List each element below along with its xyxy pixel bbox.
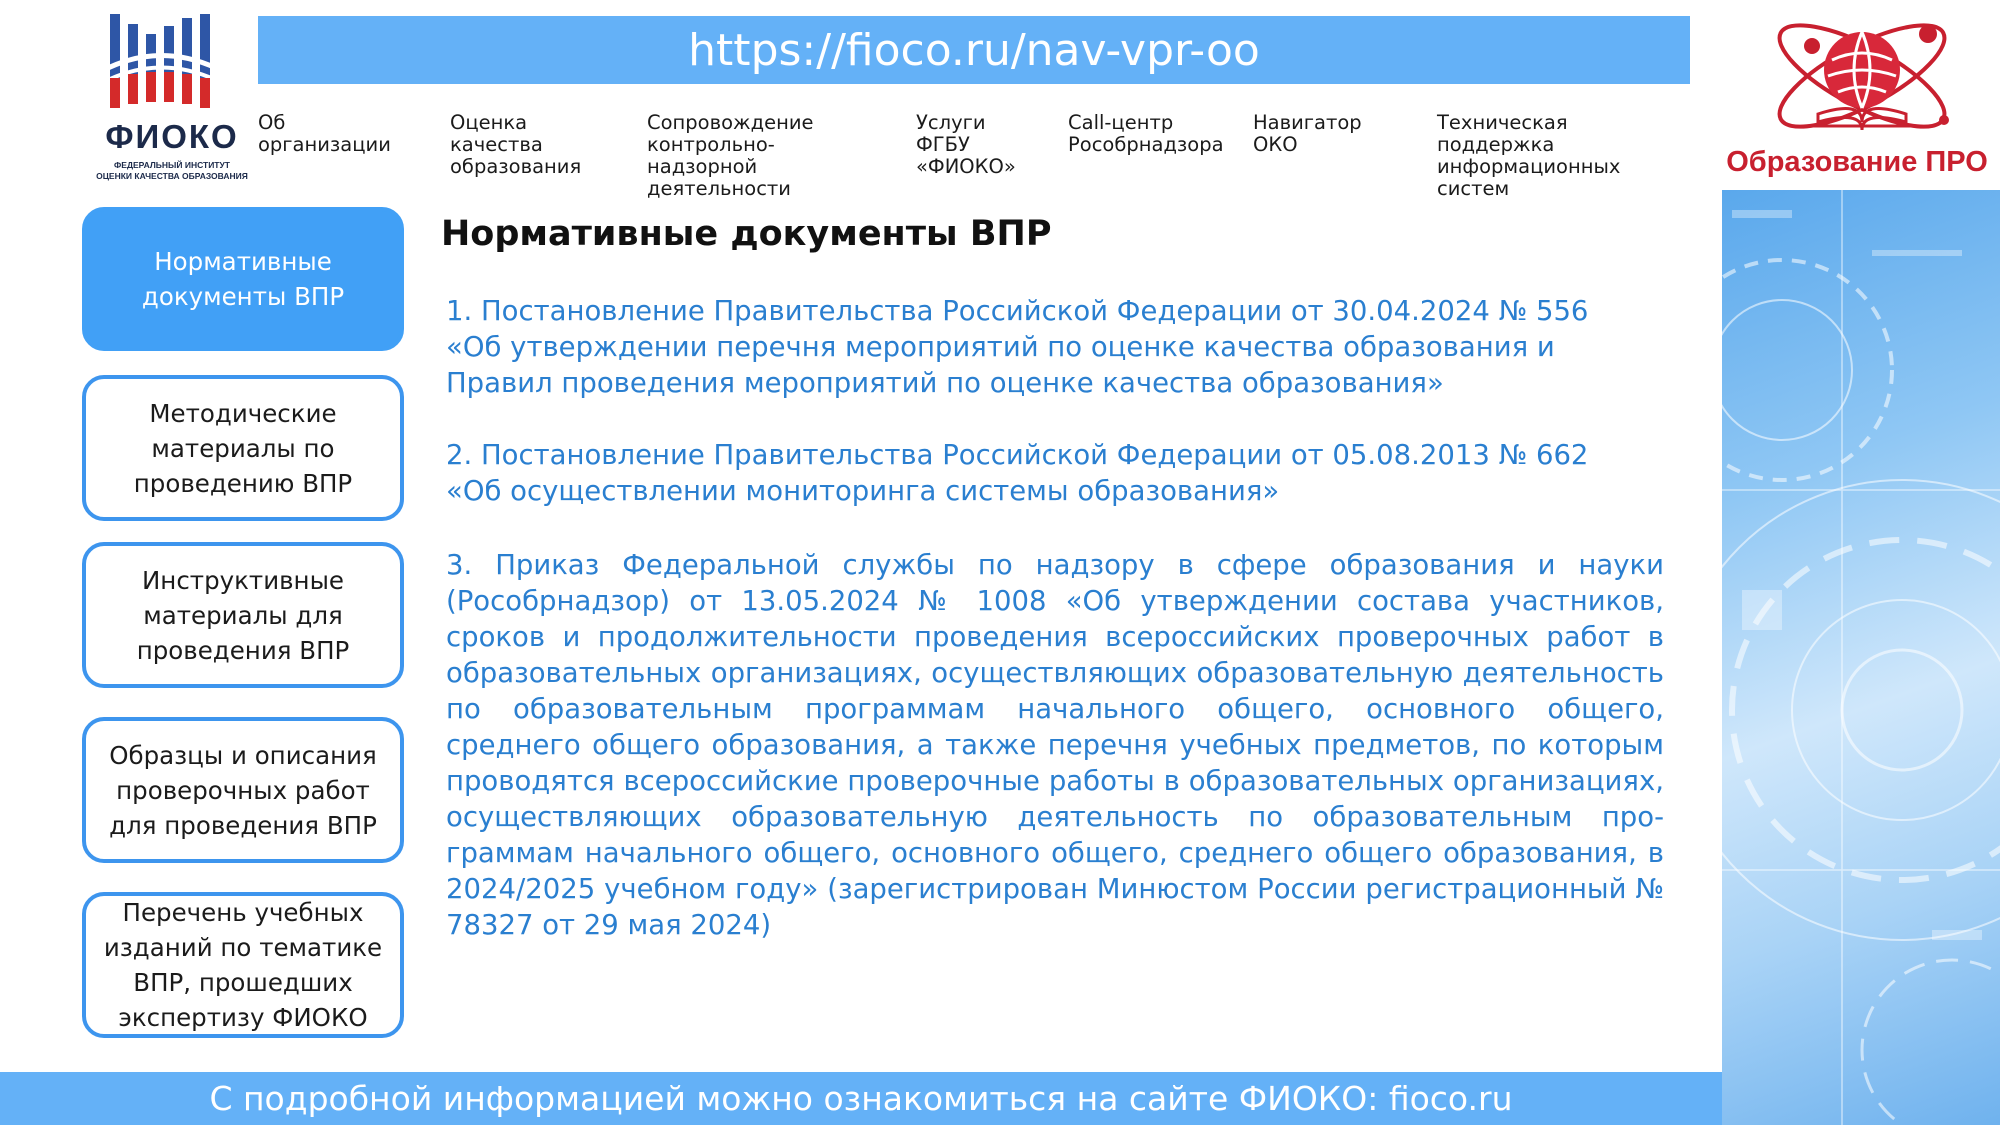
- nav-item-services[interactable]: Услуги ФГБУ «ФИОКО»: [916, 111, 1016, 178]
- nav-item-tech-support[interactable]: Техническая поддержка информационных систем: [1437, 111, 1621, 200]
- document-item-1[interactable]: [446, 293, 1664, 401]
- fioko-logo-name: ФИОКО: [105, 118, 239, 155]
- nav-item-call-center[interactable]: Call-центр Рособрнадзора: [1068, 111, 1224, 156]
- document-1-body: «Об утверждении перечня мероприятий по оценке качества образования и Правил проведения мероприятий по оценке качества образования»: [446, 331, 1555, 399]
- education-pro-caption: Образование ПРО: [1726, 146, 1988, 178]
- footer-text: С подробной информацией можно ознакомиться на сайте ФИОКО: fioco.ru: [209, 1079, 1513, 1118]
- fioko-emblem-icon: [104, 12, 224, 116]
- page-title: Нормативные документы ВПР: [441, 214, 1052, 254]
- education-pro-logo[interactable]: [1722, 10, 1992, 188]
- tech-pattern-icon: [1722, 190, 2000, 1125]
- fioko-logo[interactable]: [86, 12, 246, 184]
- decorative-panel: [1722, 190, 2000, 1125]
- document-2-heading: 2. Постановление Правительства Российской Федерации от 05.08.2013 № 662: [446, 439, 1589, 471]
- url-banner: [258, 16, 1690, 84]
- fioko-subtitle-line1: ФЕДЕРАЛЬНЫЙ ИНСТИТУТ: [114, 160, 230, 170]
- document-1-heading: 1. Постановление Правительства Российской Федерации от 30.04.2024 № 556: [446, 295, 1589, 327]
- nav-item-quality-assessment[interactable]: Оценка качества образования: [450, 111, 582, 178]
- url-link[interactable]: https://fioco.ru/nav-vpr-oo: [688, 24, 1260, 76]
- sidebar-item-samples[interactable]: Образцы и описания проверочных работ для проведения ВПР: [82, 717, 404, 863]
- footer-banner: [0, 1072, 1722, 1125]
- fioko-subtitle-line2: ОЦЕНКИ КАЧЕСТВА ОБРАЗОВАНИЯ: [96, 171, 248, 181]
- globe-atom-icon: [1722, 10, 1992, 146]
- fioko-logo-subtitle: [86, 160, 258, 182]
- sidebar-item-methodical-materials[interactable]: Методические материалы по проведению ВПР: [82, 375, 404, 521]
- sidebar-item-normative-docs[interactable]: Нормативные документы ВПР: [82, 207, 404, 351]
- nav-item-supervision-support[interactable]: Сопровождение контрольно-надзорной деятельности: [647, 111, 814, 200]
- nav-item-about[interactable]: Об организации: [258, 111, 391, 156]
- document-item-2[interactable]: [446, 437, 1664, 509]
- nav-item-oko-navigator[interactable]: Навигатор ОКО: [1253, 111, 1362, 156]
- sidebar-item-textbooks-list[interactable]: Перечень учебных изданий по тематике ВПР, прошедших экспертизу ФИОКО: [82, 892, 404, 1038]
- sidebar-item-instructive-materials[interactable]: Инструктивные материалы для проведения ВПР: [82, 542, 404, 688]
- document-item-3[interactable]: 3. Приказ Федеральной службы по надзору в сфере образования и науки (Рособрнадзор) от 13.05.2024 № 1008 «Об утверждении состава участников, сроков и продолжительности проведения всероссийских проверочных работ в образовательных организациях, осуществляющих образовательную деятельность по образовательным программам начального общего, основного общего, среднего общего образования, а также перечня учебных предметов, по которым проводятся всероссийские проверочные работы в образовательных организациях, осуществляющих образовательную деятельность по образовательным про-граммам начального общего, основного общего, среднего общего образования, в 2024/2025 учебном году» (зарегистрирован Минюстом России регистрационный № 78327 от 29 мая 2024): [446, 549, 1664, 941]
- document-2-body: «Об осуществлении мониторинга системы образования»: [446, 475, 1280, 507]
